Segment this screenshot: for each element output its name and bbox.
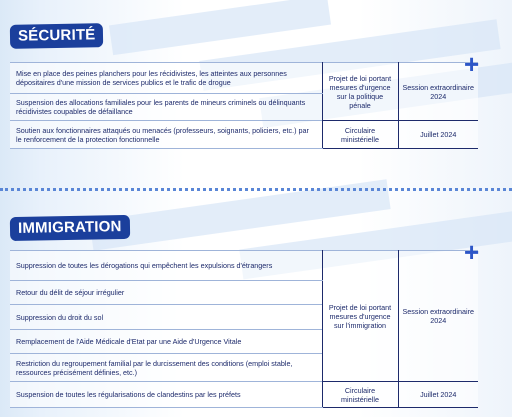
measure-row: Mise en place des peines planchers pour les récidivistes, les atteintes aux personnes dépositaires d'une mission de services publics et le trafic de drogue [10, 63, 322, 94]
plus-icon: + [464, 237, 480, 267]
measure-row: Suspension des allocations familiales pour les parents de mineurs criminels ou délinquants récidivistes coupables de défaillance [10, 94, 322, 121]
measure-row: Restriction du regroupement familial par le durcissement des conditions (emploi stable, ressources précisément définies, etc.) [10, 354, 322, 382]
measure-row: Suppression du droit du sol [10, 305, 322, 330]
section-divider [0, 188, 512, 191]
measure-row: Suppression de toutes les dérogations qui empêchent les expulsions d'étrangers [10, 251, 322, 281]
legislative-vehicle: Circulaire ministérielle [322, 382, 398, 408]
securite-table [10, 62, 478, 149]
measure-row: Soutien aux fonctionnaires attaqués ou menacés (professeurs, soignants, policiers, etc.) par le renforcement de la protection fonctionnelle [10, 121, 322, 149]
measure-row: Suspension de toutes les régularisations de clandestins par les préfets [10, 382, 322, 408]
plus-icon: + [464, 49, 480, 79]
timing: Session extraordinaire 2024 [398, 63, 478, 121]
legislative-vehicle: Projet de loi portant mesures d'urgence sur la politique pénale [322, 63, 398, 121]
measure-row: Retour du délit de séjour irrégulier [10, 281, 322, 305]
section-title-immigration: IMMIGRATION [10, 215, 130, 241]
section-title-securite: SÉCURITÉ [10, 23, 104, 49]
measure-row: Remplacement de l'Aide Médicale d'Etat par une Aide d'Urgence Vitale [10, 330, 322, 354]
timing: Session extraordinaire 2024 [398, 251, 478, 382]
legislative-vehicle: Circulaire ministérielle [322, 121, 398, 149]
timing: Juillet 2024 [398, 382, 478, 408]
legislative-vehicle: Projet de loi portant mesures d'urgence sur l'immigration [322, 251, 398, 382]
timing: Juillet 2024 [398, 121, 478, 149]
immigration-table [10, 250, 478, 408]
